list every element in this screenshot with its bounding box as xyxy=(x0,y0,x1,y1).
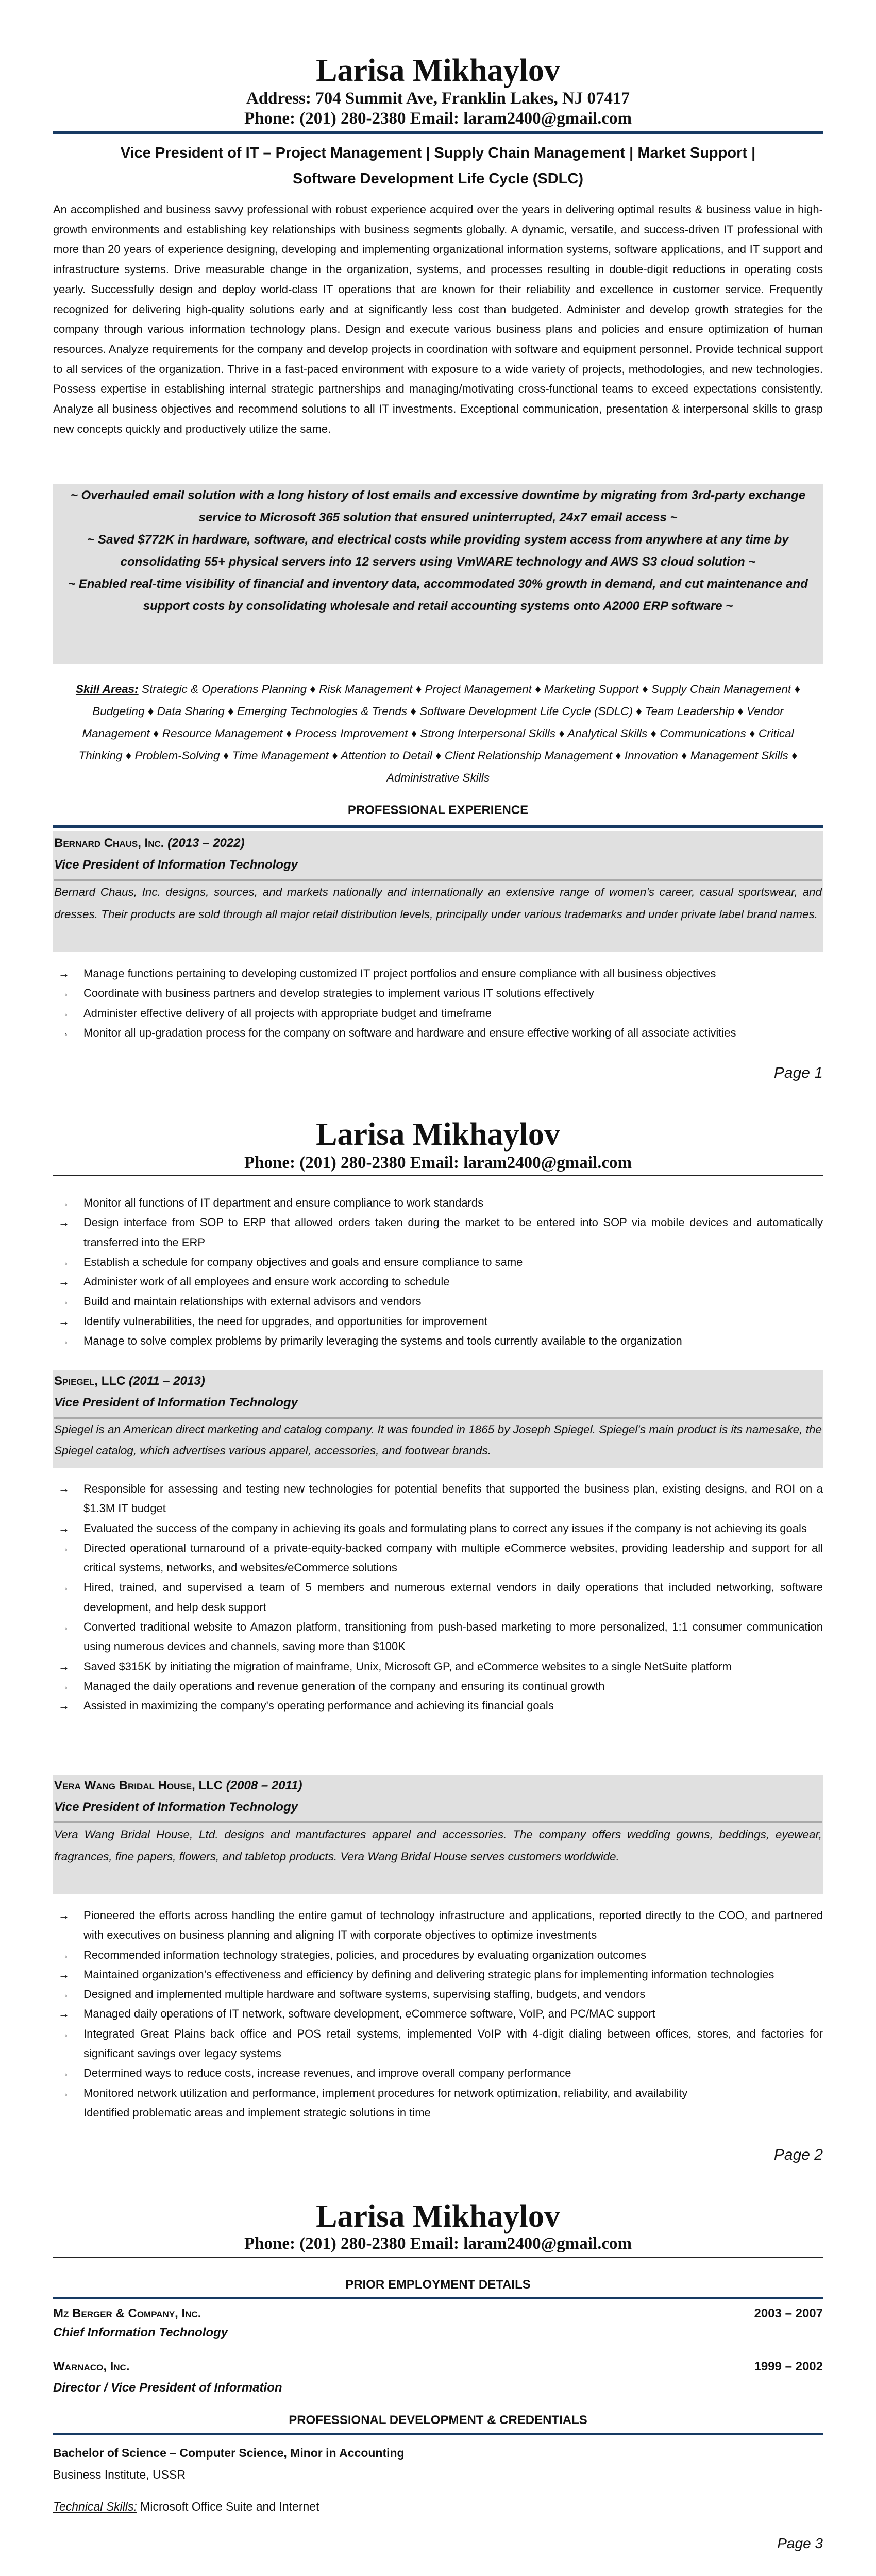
divider xyxy=(53,131,823,134)
arrow-bullet-icon: → xyxy=(58,1521,70,1535)
section-heading-experience: PROFESSIONAL EXPERIENCE xyxy=(347,803,529,817)
bullet-item xyxy=(53,1272,823,1292)
skill-item: Problem-Solving xyxy=(134,749,220,762)
job-header-bernard-chaus xyxy=(53,831,823,952)
diamond-separator-icon: ♦ xyxy=(224,705,237,718)
divider xyxy=(53,2297,823,2299)
skill-item: Communications xyxy=(660,727,746,740)
prior-job xyxy=(53,2304,823,2342)
school: Business Institute, USSR xyxy=(53,2468,186,2481)
bullet-item xyxy=(53,1519,823,1538)
diamond-separator-icon: ♦ xyxy=(307,683,319,696)
bullet-item xyxy=(53,1696,823,1716)
skill-item: Software Development Life Cycle (SDLC) xyxy=(419,705,633,718)
bullet-item xyxy=(53,1965,823,1985)
bullet-item xyxy=(53,2004,823,2024)
skill-item: Strategic & Operations Planning xyxy=(141,683,307,696)
arrow-bullet-icon: → xyxy=(58,1541,70,1554)
arrow-bullet-icon: → xyxy=(58,1620,70,1634)
bullet-item xyxy=(53,1945,823,1965)
skill-item: Vendor Management xyxy=(82,705,784,740)
bullet-item xyxy=(53,1004,823,1023)
bullet-item xyxy=(53,1252,823,1272)
bullet-text: Determined ways to reduce costs, increase revenues, and improve overall company performance xyxy=(83,2066,571,2080)
bullet-item xyxy=(53,1906,823,1945)
arrow-bullet-icon: → xyxy=(58,2066,70,2080)
bullet-text: Evaluated the success of the company in achieving its goals and formulating plans to correct any issues if the company is not achieving its goals xyxy=(83,1521,807,1535)
highlight-item: ~ Enabled real-time visibility of financial and inventory data, accommodated 30% growth in demand, and cut maintenance and support costs by consolidating wholesale and retail accounting systems onto A2000 ERP software ~ xyxy=(68,577,808,613)
diamond-separator-icon: ♦ xyxy=(282,727,295,740)
diamond-separator-icon: ♦ xyxy=(220,749,232,762)
candidate-name: Larisa Mikhaylov xyxy=(316,1117,560,1152)
arrow-bullet-icon: → xyxy=(58,1026,70,1039)
bullet-item xyxy=(53,1538,823,1578)
skill-item: Attention to Detail xyxy=(341,749,432,762)
bullet-text: Monitored network utilization and performance, implement procedures for network optimization, reliability, and availability xyxy=(83,2086,688,2099)
bullet-text: Integrated Great Plains back office and POS retail systems, implemented VoIP with 4-digit dialing between offices, stores, and factories for significant savings over legacy systems xyxy=(83,2027,823,2060)
arrow-bullet-icon: → xyxy=(58,1659,70,1673)
bullet-text: Responsible for assessing and testing new technologies for potential benefits that supported the business plan, existing designs, and ROI on a $1.3M IT budget xyxy=(83,1482,823,1515)
bullet-item xyxy=(53,1292,823,1311)
company-description: Vera Wang Bridal House, Ltd. designs and manufactures apparel and accessories. The company offers wedding gowns, beddings, eyewear, fragrances, fine papers, flowers, and tabletop products. Vera Wang Bridal House serves customers worldwide. xyxy=(54,1828,822,1863)
contact-info: Phone: (201) 280-2380 Email: laram2400@gmail.com xyxy=(244,2234,632,2253)
arrow-bullet-icon: → xyxy=(58,1988,70,2001)
bullet-list xyxy=(53,1906,823,2123)
candidate-name: Larisa Mikhaylov xyxy=(316,2199,560,2234)
degree: Bachelor of Science – Computer Science, Minor in Accounting xyxy=(53,2446,405,2460)
section-heading-development: PROFESSIONAL DEVELOPMENT & CREDENTIALS xyxy=(289,2413,587,2427)
bullet-item xyxy=(53,1213,823,1252)
prior-job xyxy=(53,2357,823,2399)
bullet-text: Monitor all up-gradation process for the company on software and hardware and ensure effective working of all associate activities xyxy=(83,1026,736,1039)
bullet-item xyxy=(53,1985,823,2004)
job-title: Vice President of Information Technology xyxy=(54,858,298,872)
skill-areas xyxy=(53,678,823,789)
page-number: Page 2 xyxy=(773,2146,823,2163)
skill-item: Resource Management xyxy=(162,727,283,740)
diamond-separator-icon: ♦ xyxy=(633,705,645,718)
company-name: Spiegel, LLC xyxy=(54,1374,126,1388)
bullet-text: Coordinate with business partners and develop strategies to implement various IT solutions effectively xyxy=(83,987,594,1000)
bullet-text: Build and maintain relationships with external advisors and vendors xyxy=(83,1295,422,1308)
diamond-separator-icon: ♦ xyxy=(144,705,157,718)
bullet-item xyxy=(53,1676,823,1696)
bullet-list xyxy=(53,964,823,1043)
bullet-text: Recommended information technology strategies, policies, and procedures by evaluating organization outcomes xyxy=(83,1948,647,1961)
divider xyxy=(53,2433,823,2435)
page-number: Page 1 xyxy=(773,1064,823,1081)
arrow-bullet-icon: → xyxy=(58,1482,70,1495)
contact-info: Phone: (201) 280-2380 Email: laram2400@gmail.com xyxy=(244,109,632,128)
arrow-bullet-icon: → xyxy=(58,1314,70,1328)
divider xyxy=(53,825,823,828)
job-title: Director / Vice President of Information xyxy=(53,2381,282,2395)
technical-skills xyxy=(53,2496,823,2517)
company-name: Vera Wang Bridal House, LLC xyxy=(54,1778,223,1792)
diamond-separator-icon: ♦ xyxy=(149,727,162,740)
arrow-bullet-icon: → xyxy=(58,1699,70,1713)
bullet-text: Administer effective delivery of all projects with appropriate budget and timeframe xyxy=(83,1006,492,1020)
arrow-bullet-icon: → xyxy=(58,2007,70,2021)
arrow-bullet-icon: → xyxy=(58,1948,70,1961)
diamond-separator-icon: ♦ xyxy=(647,727,660,740)
diamond-separator-icon: ♦ xyxy=(122,749,135,762)
skill-areas-label: Skill Areas: xyxy=(75,683,139,696)
skill-item: Client Relationship Management xyxy=(444,749,612,762)
summary: An accomplished and business savvy professional with robust experience acquired over the years in delivering optimal results & business value in high-growth environments and establishing key relationships with business segments globally. A dynamic, versatile, and success-driven IT professional with more than 20 years of experience designing, developing and implementing organizational information systems, software applications, and IT support and infrastructure systems. Drive measurable change in the organization, systems, and processes resulting in double-digit reductions in operating costs yearly. Successfully design and deploy world-class IT operations that are known for their reliability and excellence in customer service. Frequently recognized for delivering high-quality solutions early and at significantly less cost than budgeted. Administer and develop growth strategies for the company through various information technology plans. Design and execute various business plans and policies and ensure optimization of human resources. Analyze requirements for the company and develop projects in coordination with software and equipment personnel. Provide technical support to all services of the organization. Thrive in a fast-paced environment with exposure to a wide variety of projects, methodologies, and new technologies. Possess expertise in establishing internal strategic partnerships and managing/motivating cross-functional teams to exceed expectations consistently. Analyze all business objectives and recommend solutions to all IT investments. Exceptional communication, presentation & interpersonal skills to grasp new concepts quickly and productively utilize the same. xyxy=(53,203,823,435)
skill-item: Management Skills xyxy=(690,749,788,762)
bullet-item xyxy=(53,984,823,1003)
skill-item: Supply Chain Management xyxy=(651,683,791,696)
arrow-bullet-icon: → xyxy=(58,1006,70,1020)
bullet-text: Maintained organization’s effectiveness and efficiency by defining and delivering strategic plans for implementing information technologies xyxy=(83,1968,774,1981)
diamond-separator-icon: ♦ xyxy=(734,705,747,718)
bullet-text: Assisted in maximizing the company's operating performance and achieving its financial goals xyxy=(83,1699,554,1713)
candidate-name: Larisa Mikhaylov xyxy=(316,53,560,88)
education xyxy=(53,2442,823,2485)
diamond-separator-icon: ♦ xyxy=(678,749,690,762)
skill-item: Emerging Technologies & Trends xyxy=(237,705,408,718)
diamond-separator-icon: ♦ xyxy=(412,683,425,696)
job-years: (2008 – 2011) xyxy=(226,1778,302,1792)
bullet-text: Directed operational turnaround of a private-equity-backed company with multiple eCommerce websites, providing leadership and support for all critical systems, networks, and websites/eCommerce solutions xyxy=(83,1541,823,1574)
arrow-bullet-icon: → xyxy=(58,1255,70,1268)
bullet-item xyxy=(53,2063,823,2083)
diamond-separator-icon: ♦ xyxy=(746,727,759,740)
section-heading-prior: PRIOR EMPLOYMENT DETAILS xyxy=(345,2278,531,2292)
arrow-bullet-icon: → xyxy=(58,1216,70,1229)
arrow-bullet-icon: → xyxy=(58,1679,70,1692)
bullet-text: Manage functions pertaining to developing customized IT project portfolios and ensure compliance with all business objectives xyxy=(83,967,716,980)
technical-skills-value: Microsoft Office Suite and Internet xyxy=(137,2500,319,2513)
diamond-separator-icon: ♦ xyxy=(788,749,798,762)
page-number: Page 3 xyxy=(777,2535,823,2551)
bullet-text: Design interface from SOP to ERP that allowed orders taken during the market to be entered into SOP via mobile devices and automatically transferred into the ERP xyxy=(83,1216,823,1249)
company-name: Bernard Chaus, Inc. xyxy=(54,836,164,850)
skill-item: Project Management xyxy=(425,683,532,696)
skill-item: Marketing Support xyxy=(544,683,639,696)
highlights-box xyxy=(53,484,823,664)
skill-item: Process Improvement xyxy=(295,727,408,740)
arrow-bullet-icon: → xyxy=(58,1909,70,1922)
highlight-item: ~ Overhauled email solution with a long history of lost emails and excessive downtime by migrating from 3rd-party exchange service to Microsoft 365 solution that ensured uninterrupted, 24x7 email access ~ xyxy=(70,488,806,524)
diamond-separator-icon: ♦ xyxy=(532,683,545,696)
bullet-text: Monitor all functions of IT department and ensure compliance to work standards xyxy=(83,1196,484,1209)
skill-item: Critical Thinking xyxy=(78,727,794,762)
divider xyxy=(53,2257,823,2258)
diamond-separator-icon: ♦ xyxy=(432,749,445,762)
headline-line: Software Development Life Cycle (SDLC) xyxy=(293,171,583,187)
arrow-bullet-icon: → xyxy=(58,2086,70,2099)
arrow-bullet-icon: → xyxy=(58,2027,70,2040)
arrow-bullet-icon: → xyxy=(58,967,70,980)
bullet-item xyxy=(53,1331,823,1351)
bullet-text: Pioneered the efforts across handling the entire gamut of technology infrastructure and applications, reported directly to the COO, and partnered with executives on business planning and aligning IT with corporate objectives to optimize investments xyxy=(83,1909,823,1942)
job-title: Chief Information Technology xyxy=(53,2326,228,2340)
diamond-separator-icon: ♦ xyxy=(638,683,651,696)
arrow-bullet-icon: → xyxy=(58,1334,70,1348)
job-title: Vice President of Information Technology xyxy=(54,1396,298,1410)
job-years: (2013 – 2022) xyxy=(167,836,245,850)
skill-list xyxy=(75,683,801,784)
bullet-item xyxy=(53,1578,823,1617)
skill-item: Budgeting xyxy=(92,705,145,718)
bullet-text: Establish a schedule for company objectives and goals and ensure compliance to same xyxy=(83,1255,523,1268)
diamond-separator-icon: ♦ xyxy=(612,749,625,762)
skill-item: Team Leadership xyxy=(645,705,735,718)
bullet-item xyxy=(53,1617,823,1657)
bullet-item xyxy=(53,964,823,984)
skill-item: Administrative Skills xyxy=(386,771,490,784)
bullet-text: Hired, trained, and supervised a team of 5 members and numerous external vendors in daily operations that included networking, software development, and help desk support xyxy=(83,1581,823,1614)
job-header-spiegel xyxy=(53,1370,823,1468)
company-name: Mz Berger & Company, Inc. xyxy=(53,2307,201,2320)
skill-item: Strong Interpersonal Skills xyxy=(420,727,556,740)
bullet-text: Identify vulnerabilities, the need for upgrades, and opportunities for improvement xyxy=(83,1314,487,1328)
bullet-text: Managed daily operations of IT network, software development, eCommerce software, VoIP, and PC/MAC support xyxy=(83,2007,655,2021)
bullet-text: Saved $315K by initiating the migration of mainframe, Unix, Microsoft GP, and eCommerce websites to a single NetSuite platform xyxy=(83,1659,732,1673)
company-name: Warnaco, Inc. xyxy=(53,2360,130,2374)
job-years: 2003 – 2007 xyxy=(754,2307,823,2320)
bullet-item xyxy=(53,2024,823,2064)
diamond-separator-icon: ♦ xyxy=(407,705,420,718)
job-header-vera-wang xyxy=(53,1775,823,1894)
headline-line: Vice President of IT – Project Management | Supply Chain Management | Market Support | xyxy=(120,145,756,161)
diamond-separator-icon: ♦ xyxy=(408,727,420,740)
arrow-bullet-icon: → xyxy=(58,987,70,1000)
diamond-separator-icon: ♦ xyxy=(555,727,568,740)
diamond-separator-icon: ♦ xyxy=(791,683,801,696)
bullet-text: Administer work of all employees and ensure work according to schedule xyxy=(83,1275,450,1289)
bullet-text: Managed the daily operations and revenue generation of the company and ensuring its continual growth xyxy=(83,1679,605,1692)
company-description: Spiegel is an American direct marketing and catalog company. It was founded in 1865 by Joseph Spiegel. Spiegel's main product is its namesake, the Spiegel catalog, which advertises various apparel, accessories, and footwear brands. xyxy=(54,1423,822,1457)
skill-item: Innovation xyxy=(624,749,678,762)
highlight-item: ~ Saved $772K in hardware, software, and electrical costs while providing system access from anywhere at any time by consolidating 55+ physical servers into 12 servers using VmWARE technology and AWS S3 cloud solution ~ xyxy=(87,533,789,569)
skill-item: Analytical Skills xyxy=(567,727,648,740)
headline xyxy=(53,140,823,192)
arrow-bullet-icon: → xyxy=(58,1196,70,1209)
job-years: 1999 – 2002 xyxy=(754,2360,823,2374)
bullet-list xyxy=(53,1193,823,1351)
job-title: Vice President of Information Technology xyxy=(54,1800,298,1814)
company-description: Bernard Chaus, Inc. designs, sources, and markets nationally and internationally an extensive range of women's career, casual sportswear, and dresses. Their products are sold through all major retail distribution levels, principally under various trademarks and under private label brand names. xyxy=(54,886,822,921)
bullet-item xyxy=(53,1657,823,1676)
arrow-bullet-icon: → xyxy=(58,1581,70,1594)
bullet-text: Converted traditional website to Amazon platform, transitioning from push-based marketing to more personalized, 1:1 consumer communication using numerous devices and channels, saving more than $100K xyxy=(83,1620,823,1653)
bullet-item xyxy=(53,1023,823,1043)
bullet-text: Manage to solve complex problems by primarily leveraging the systems and tools currently available to the organization xyxy=(83,1334,682,1348)
arrow-bullet-icon: → xyxy=(58,1295,70,1308)
skill-item: Risk Management xyxy=(319,683,413,696)
bullet-item xyxy=(53,1312,823,1331)
bullet-text: Designed and implemented multiple hardware and software systems, supervising staffing, budgets, and vendors xyxy=(83,1988,646,2001)
contact-info: Phone: (201) 280-2380 Email: laram2400@gmail.com xyxy=(244,1154,632,1172)
job-years: (2011 – 2013) xyxy=(129,1374,205,1388)
bullet-item xyxy=(53,2083,823,2103)
address: Address: 704 Summit Ave, Franklin Lakes, NJ 07417 xyxy=(246,89,630,108)
arrow-bullet-icon: → xyxy=(58,1275,70,1289)
diamond-separator-icon: ♦ xyxy=(328,749,341,762)
arrow-bullet-icon: → xyxy=(58,1968,70,1981)
skill-item: Time Management xyxy=(232,749,329,762)
bullet-list xyxy=(53,1479,823,1716)
divider xyxy=(53,1175,823,1176)
bullet-item xyxy=(53,1193,823,1213)
skill-item: Data Sharing xyxy=(157,705,225,718)
bullet-continuation: Identified problematic areas and implement strategic solutions in time xyxy=(83,2106,431,2119)
bullet-item xyxy=(53,1479,823,1519)
technical-skills-label: Technical Skills: xyxy=(53,2500,137,2513)
